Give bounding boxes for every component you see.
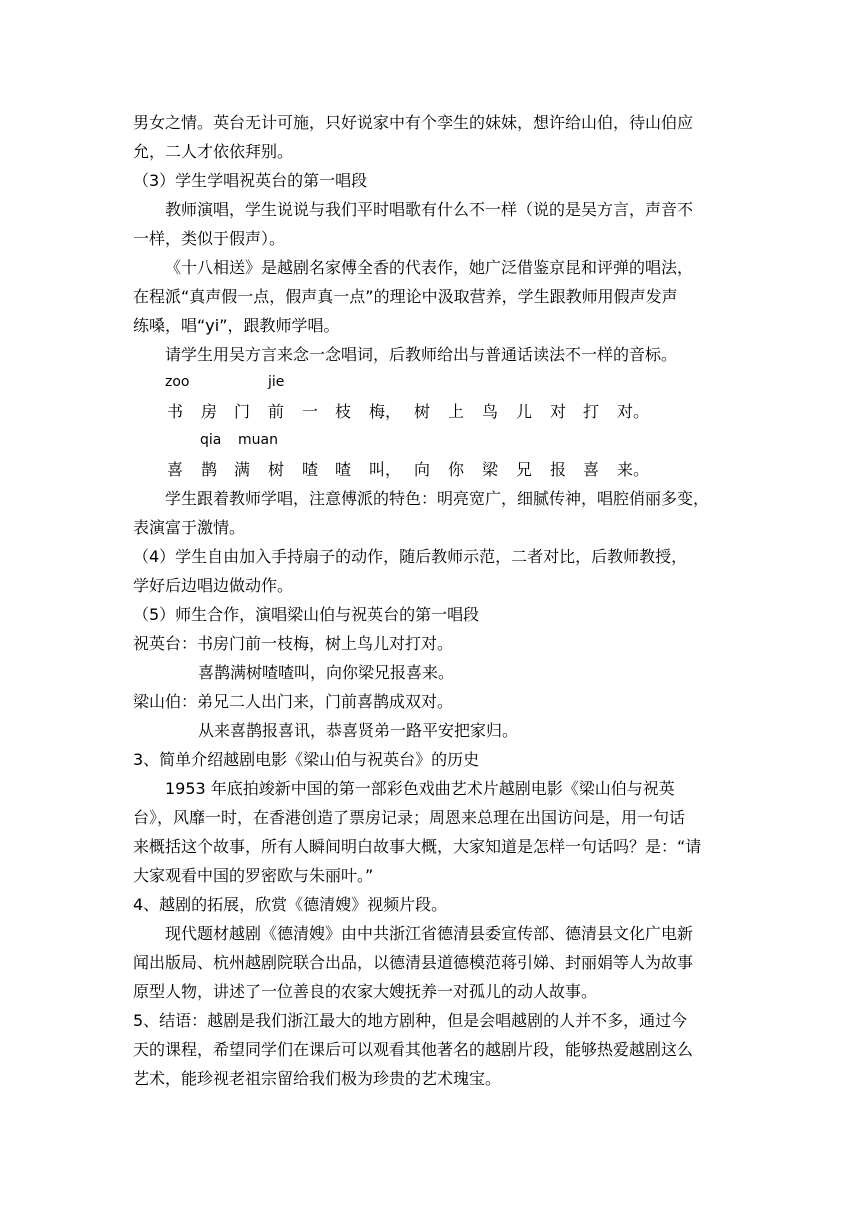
body-text-line: （4）学生自由加入手持扇子的动作，随后教师示范，二者对比，后教师教授， [133,547,688,566]
body-text-line: 请学生用吴方言来念一念唱词，后教师给出与普通话读法不一样的音标。 [165,345,678,364]
lyric-char: 喜 [167,460,184,479]
body-text-line: 1953 年底拍竣新中国的第一部彩色戏曲艺术片越剧电影《梁山伯与祝英 [165,779,675,798]
body-text-line: 学生跟着教师学唱，注意傅派的特色：明亮宽广，细腻传神，唱腔俏丽多变， [165,489,710,508]
body-text-line: 男女之情。英台无计可施，只好说家中有个孪生的妹妹，想许给山伯，待山伯应 [133,113,694,132]
body-text-line: 5、结语：越剧是我们浙江最大的地方剧种，但是会唱越剧的人并不多，通过今 [133,1011,688,1030]
lyric-char: 兄 [516,460,533,479]
body-text-line: 4、越剧的拓展，欣赏《德清嫂》视频片段。 [133,895,448,914]
lyric-char: 梁 [482,460,499,479]
lyric-char: 房 [201,402,218,421]
lyric-char: 打 [583,402,600,421]
body-text-line: 天的课程，希望同学们在课后可以观看其他著名的越剧片段，能够热爱越剧这么 [133,1040,694,1059]
lyric-char: 叫， [369,460,402,479]
body-text-line: 原型人物，讲述了一位善良的农家大嫂抚养一对孤儿的动人故事。 [133,982,598,1001]
pinyin-annotation: zoo [165,374,190,390]
lyric-char: 门 [234,402,251,421]
lyric-char: 书 [167,402,184,421]
lyric-char: 树 [268,460,285,479]
body-text-line: 表演富于激情。 [133,518,246,537]
lyric-char: 喳 [302,460,319,479]
body-text-line: 闻出版局、杭州越剧院联合出品，以德清县道德模范蒋引娣、封丽娟等人为故事 [133,953,694,972]
body-text-line: 台》，风靡一时，在香港创造了票房记录；周恩来总理在出国访问是，用一句话 [133,808,686,827]
lyric-char: 一 [302,402,319,421]
pinyin-annotation: muan [238,432,278,448]
body-text-line: 喜鹊满树喳喳叫，向你梁兄报喜来。 [198,663,455,682]
body-text-line: 大家观看中国的罗密欧与朱丽叶。” [133,866,374,885]
lyric-char: 前 [268,402,285,421]
body-text-line: 教师演唱，学生说说与我们平时唱歌有什么不一样（说的是吴方言，声音不 [165,200,694,219]
lyric-char: 喜 [583,460,600,479]
body-text-line: 祝英台：书房门前一枝梅，树上鸟儿对打对。 [133,634,454,653]
lyric-char: 满 [234,460,251,479]
body-text-line: 一样，类似于假声）。 [133,229,286,248]
body-text-line: 3、简单介绍越剧电影《梁山伯与祝英台》的历史 [133,750,480,769]
lyric-char: 上 [448,402,465,421]
lyric-char: 来。 [617,460,650,479]
lyric-char: 梅， [369,402,402,421]
body-text-line: 从来喜鹊报喜讯，恭喜贤弟一路平安把家归。 [198,721,519,740]
lyric-char: 喳 [335,460,352,479]
lyric-char: 枝 [335,402,352,421]
body-text-line: （5）师生合作，演唱梁山伯与祝英台的第一唱段 [133,605,480,624]
body-text-line: 艺术，能珍视老祖宗留给我们极为珍贵的艺术瑰宝。 [133,1069,502,1088]
lyric-char: 儿 [516,402,533,421]
lyric-char: 鹊 [201,460,218,479]
body-text-line: 来概括这个故事，所有人瞬间明白故事大概，大家知道是怎样一句话吗？是：“请 [133,837,702,856]
pinyin-annotation: qia [200,432,222,448]
body-text-line: 允，二人才依依拜别。 [133,142,294,161]
body-text-line: 学好后边唱边做动作。 [133,576,294,595]
pinyin-annotation: jie [268,374,285,390]
body-text-line: 《十八相送》是越剧名家傅全香的代表作，她广泛借鉴京昆和评弹的唱法， [165,258,694,277]
body-text-line: 梁山伯：弟兄二人出门来，门前喜鹊成双对。 [133,692,454,711]
lyric-char: 树 [414,402,431,421]
body-text-line: 现代题材越剧《德清嫂》由中共浙江省德清县委宣传部、德清县文化广电新 [165,924,694,943]
lyric-char: 报 [550,460,567,479]
body-text-line: 练嗓，唱“yi”，跟教师学唱。 [133,316,340,335]
lyric-char: 向 [414,460,431,479]
lyric-char: 你 [448,460,465,479]
body-text-line: 在程派“真声假一点，假声真一点”的理论中汲取营养，学生跟教师用假声发声 [133,287,678,306]
lyric-char: 鸟 [482,402,499,421]
body-text-line: （3）学生学唱祝英台的第一唱段 [133,171,368,190]
lyric-char: 对。 [617,402,650,421]
lyric-char: 对 [550,402,567,421]
